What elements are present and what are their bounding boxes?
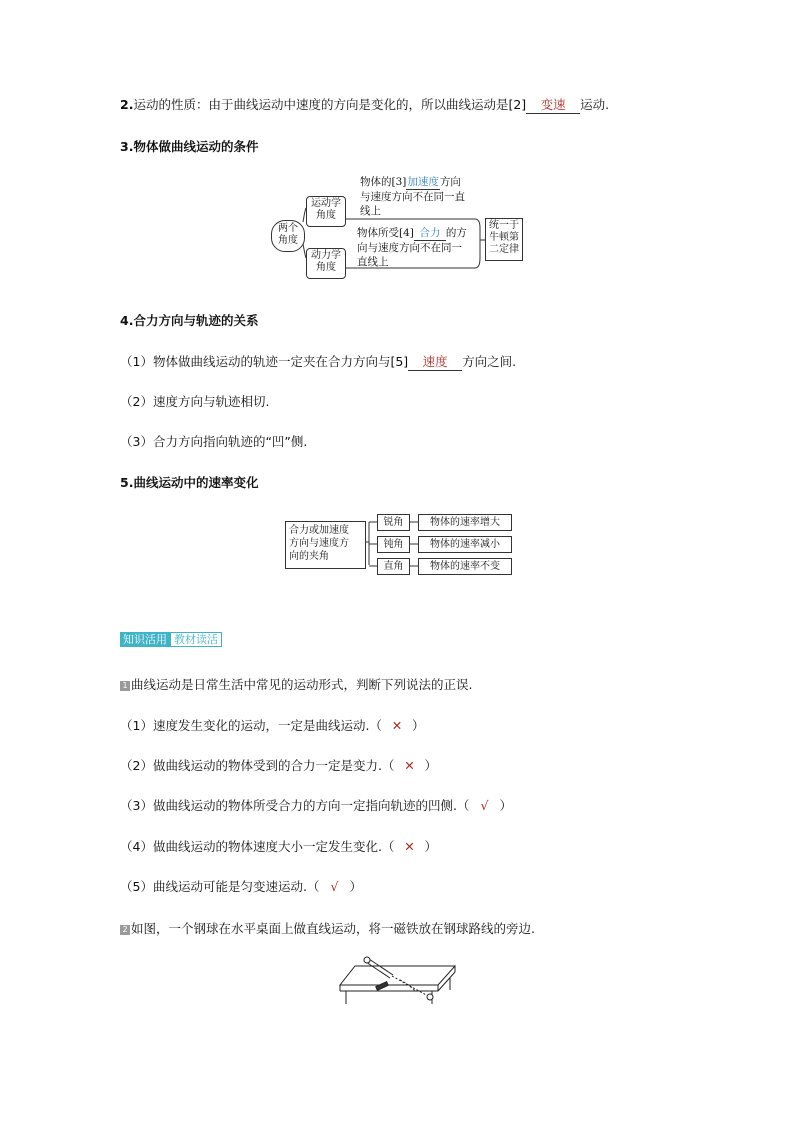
question-1-stem: 曲线运动是日常生活中常见的运动形式，判断下列说法的正误. [131, 677, 473, 692]
section-4-item-2: （2）速度方向与轨迹相切. [120, 394, 270, 409]
kin-text-d: 线上 [360, 205, 381, 217]
q1-item-close: ） [499, 798, 512, 813]
q1-item-close: ） [424, 758, 437, 773]
diagram-root-two-angles: 两个 角度 [271, 220, 305, 252]
blank-2-answer: 变速 [526, 97, 580, 114]
q1-item-close: ） [349, 879, 362, 894]
dyn-text-a: 物体所受[4] [357, 227, 414, 239]
angle-diagram-root: 合力或加速度 方向与速度方 向的夹角 [285, 521, 366, 569]
dyn-text-d: 直线上 [357, 256, 389, 268]
wrong-mark-icon: ✕ [391, 718, 403, 733]
check-mark-icon: √ [480, 798, 489, 813]
dyn-text-c: 向与速度方向不在同一 [357, 242, 462, 254]
angle-right-result: 物体的速率不变 [418, 558, 512, 575]
angle-obtuse-label: 钝角 [377, 536, 410, 553]
q1-item-text: （1）速度发生变化的运动，一定是曲线运动.（ [120, 718, 382, 733]
q1-item-close: ） [411, 718, 425, 733]
blank-4-answer: 合力 [414, 226, 446, 241]
item-1-text-b: 方向之间. [462, 354, 517, 369]
section-2-text-a: 运动的性质：由于曲线运动中速度的方向是变化的，所以曲线运动是[2] [133, 97, 527, 112]
q1-item-text: （5）曲线运动可能是匀变速运动.（ [120, 879, 320, 894]
tag-knowledge-use: 知识活用 [120, 632, 170, 647]
check-mark-icon: √ [330, 879, 339, 894]
angle-obtuse-result: 物体的速率减小 [418, 536, 512, 553]
q1-item-close: ） [424, 839, 437, 854]
kin-text-a: 物体的[3] [360, 176, 407, 188]
angle-acute-result: 物体的速率增大 [418, 514, 512, 531]
blank-3-answer: 加速度 [407, 176, 439, 188]
diagram-unify-newton: 统一于 牛顿第 二定律 [485, 218, 523, 261]
tag-textbook-reading: 教材读活 [170, 632, 222, 647]
q1-item-text: （2）做曲线运动的物体受到的合力一定是变力.（ [120, 758, 395, 773]
question-2-stem: 如图，一个钢球在水平桌面上做直线运动，将一磁铁放在钢球路线的旁边. [131, 921, 535, 936]
section-3-heading: 3.物体做曲线运动的条件 [120, 139, 259, 154]
angle-acute-label: 锐角 [377, 514, 410, 531]
kin-text-b: 方向 [439, 176, 461, 188]
question-number-badge: 2 [120, 925, 130, 935]
item-1-text-a: （1）物体做曲线运动的轨迹一定夹在合力方向与[5] [120, 354, 409, 369]
wrong-mark-icon: ✕ [404, 839, 415, 854]
blank-5-answer: 速度 [408, 354, 462, 371]
section-5-heading: 5.曲线运动中的速率变化 [120, 475, 259, 490]
section-4-item-3: （3）合力方向指向轨迹的“凹”侧. [120, 434, 308, 449]
section-2-text-b: 运动. [580, 97, 610, 112]
section-2-number: 2. [120, 97, 134, 112]
diagram-dynamics-label: 动力学 角度 [306, 248, 346, 279]
angle-right-label: 直角 [377, 558, 410, 575]
diagram-kinematics-label: 运动学 角度 [306, 196, 346, 227]
wrong-mark-icon: ✕ [404, 758, 415, 773]
kin-text-c: 与速度方向不在同一直 [360, 191, 465, 203]
q1-item-text: （4）做曲线运动的物体速度大小一定发生变化.（ [120, 839, 395, 854]
q1-item-text: （3）做曲线运动的物体所受合力的方向一定指向轨迹的凹侧.（ [120, 798, 470, 813]
question-number-badge: 1 [120, 681, 130, 691]
dyn-text-b: 的方 [445, 227, 467, 239]
section-4-heading: 4.合力方向与轨迹的关系 [120, 313, 259, 328]
